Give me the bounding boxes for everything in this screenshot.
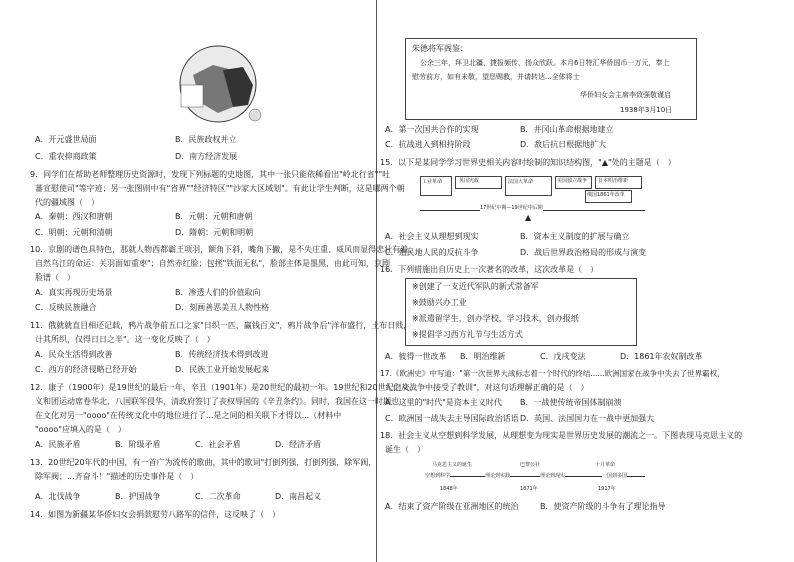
q8-option-d: D．南方经济发展 xyxy=(175,152,238,161)
q16-item-3: ※派遣留学生，创办学校，学习技术，创办报纸 xyxy=(412,314,579,323)
q9-option-b: B．元朝：元朝和唐朝 xyxy=(175,212,253,221)
diagram-box-3: 法国大革命 xyxy=(508,179,534,185)
q14-option-d: D．敌后抗日根据地扩大 xyxy=(520,140,607,149)
letter-signature: 华侨妇女会主席李致强敬谨启 xyxy=(580,91,671,99)
timeline-top-1: 马克思主义的诞生 xyxy=(432,462,473,468)
q10-option-d: D．刻画善恶美丑人物性格 xyxy=(175,303,270,312)
q15-option-c: C．殖民地人民的反抗斗争 xyxy=(385,248,479,257)
q12-option-c: C．社会矛盾 xyxy=(195,440,241,449)
letter-line-2: 慰劳前方，如有未敬，望恳赐教，并请转达...全体将士 xyxy=(412,73,580,81)
q11-option-b: B．传统经济技术得到改进 xyxy=(175,350,269,359)
q13-option-a: A．北伐战争 xyxy=(35,492,81,501)
q12-line-3: 在文化对另一"oooo"在传统文化中的地位进行了...是之间的相关联下才得以...（材料中 xyxy=(35,411,342,420)
q14-option-a: A．第一次国共合作的实现 xyxy=(385,125,479,134)
q16-item-2: ※鼓励兴办工业 xyxy=(412,298,467,307)
q16-option-d: D．1861年农奴制改革 xyxy=(620,352,703,361)
q13-option-c: C．二次革命 xyxy=(195,492,241,501)
q16-item-1: ※创建了一支近代军队的新式常备军 xyxy=(412,282,539,291)
diagram-box-2: 英国宪政 xyxy=(459,178,480,184)
q10-line-1: 10．京剧的谱色具特色，那就人物西都霸王项羽，额角下斜，嘴角下撇，是不失庄重、威风而显得悲壮有着； xyxy=(30,245,417,254)
q17-option-a: A．这里的"时代"是资本主义时代 xyxy=(385,398,502,407)
q12-line-1: 12．康子（1900年）是19世纪的最后一年，辛丑（1901年）是20世纪的最初一年。19世纪和20世纪之交， xyxy=(30,383,418,392)
q10-line-3: 脸谱（ ） xyxy=(35,273,75,282)
timeline-top-3: 十月革命 xyxy=(595,462,616,468)
q10-option-a: A．真实再现历史场景 xyxy=(35,288,113,297)
q12-line-2: 义和团运动席卷华北，八国联军侵华，清政府签订了丧权辱国的《辛丑条约》。同时，我国在这一时期也 xyxy=(35,397,399,406)
q16-item-4: ※提倡学习西方礼节与生活方式 xyxy=(412,330,523,339)
q9-option-c: C．明朝：元朝和清朝 xyxy=(35,228,113,237)
q11-option-a: A．民众生活得到改善 xyxy=(35,350,113,359)
timeline-mid-3: 理论到现实 xyxy=(540,473,566,479)
q16-stem: 16．下列措施出自历史上一次著名的改革，这次改革是（ ） xyxy=(380,265,599,274)
q18-option-a: A．结束了资产阶级在亚洲地区的统治 xyxy=(385,502,519,511)
q12-option-d: D．经济矛盾 xyxy=(275,440,322,449)
q12-option-b: B．阶级矛盾 xyxy=(115,440,161,449)
q11-option-d: D．民族工业开始发展起来 xyxy=(175,365,270,374)
column-divider xyxy=(376,0,377,562)
q13-line-2: 除军阀；...齐奋斗！"描述的历史事件是（ ） xyxy=(35,472,199,481)
q9-line-1: 9．同学们在帮助老师整理历史资源时，发现下列标题的史地图，其中一张只能依稀看出"岭北行省""吐 xyxy=(30,170,391,179)
q18-option-b: B．使资产阶级的斗争有了理论指导 xyxy=(540,502,666,511)
diagram-box-6: 俄国1861年改革 xyxy=(587,192,625,198)
q15-option-d: D．战后世界政治格局的形成与演变 xyxy=(520,248,647,257)
timeline-year-2: 1871年 xyxy=(520,486,538,492)
timeline-top-2: 巴黎公社 xyxy=(520,462,541,468)
q17-line-1: 17.《欧洲史》中写道："第一次世界大战标志着一个时代的终结......欧洲国家在战争中失去了世界霸权， xyxy=(380,369,725,378)
q18-line-1: 18．社会主义从空想到科学发展，从理想变为现实是世界历史发展的潮流之一。下图表现马克思主义的 xyxy=(380,431,743,440)
q9-line-2: 蕃宣慰使司"等字迹；另一张图则中有"省界""经济特区""沙家大区域划"。有此让学生判断，这是哪两个朝 xyxy=(35,184,405,193)
timeline-year-3: 1917年 xyxy=(598,486,616,492)
q8-option-c: C．重农抑商政策 xyxy=(35,152,97,161)
q8-option-a: A．开元盛世局面 xyxy=(35,135,97,144)
q15-option-a: A．社会主义从理想到现实 xyxy=(385,232,479,241)
q15-stem: 15．以下是某同学学习世界史相关内容时绘制的知识结构图，"▲"处的主题是（ ） xyxy=(380,158,676,167)
letter-salutation: 朱德将军阁鉴： xyxy=(412,44,468,53)
q11-line-1: 11．俄就就直目相还记载，鸦片战争前五口之家"日织一匹，赢钱百文"，鸦片战争后"洋布盛行，土布日贱， xyxy=(30,321,412,330)
q17-option-c: C．欧洲国一战失去主导国际政治话语 xyxy=(385,414,519,423)
q10-option-b: B．渗透人们的价值取向 xyxy=(175,288,261,297)
q17-option-b: B．一战使传统帝国体制崩溃 xyxy=(520,398,622,407)
q9-option-a: A．秦朝：西汉和唐朝 xyxy=(35,212,113,221)
q9-option-d: D．隋朝：元朝和明朝 xyxy=(175,228,254,237)
q17-option-d: D．英国、法国国力在一战中更加强大 xyxy=(520,414,655,423)
q15-option-b: B．资本主义制度的扩展与确立 xyxy=(520,232,630,241)
q14-option-c: C．抗战进入到相持阶段 xyxy=(385,140,471,149)
q18-line-2: 诞生（ ） xyxy=(385,445,425,454)
diagram-triangle-marker: ▲ xyxy=(525,213,532,222)
q17-line-2: 人们从战争中接受了教训"，对这句话理解正确的是（ ） xyxy=(385,383,589,392)
q11-option-c: C．西方的经济侵略已经开始 xyxy=(35,365,137,374)
letter-date: 1938年3月10日 xyxy=(620,106,673,114)
q16-option-c: C．戊戌变法 xyxy=(540,352,586,361)
diagram-box-5: 日本明治维新 xyxy=(598,178,629,184)
historical-map-image xyxy=(163,45,273,123)
q14-option-b: B．井冈山革命根据地建立 xyxy=(520,125,614,134)
q11-line-2: 计其所织，仅得日日之半"。这一变化反映了（ ） xyxy=(35,335,215,344)
q13-line-1: 13．20世纪20年代的中国，有一首广为流传的歌曲，其中的歌词"打倒列强，打倒列强，除军阀， xyxy=(30,458,377,467)
q14-stem: 14．如图为新疆某华侨妇女会捐款慰劳八路军的信件，这反映了（ ） xyxy=(30,510,281,519)
q12-option-a: A．民族矛盾 xyxy=(35,440,81,449)
q10-line-2: 自然乌江的命运：关羽面如重枣"；自然赤红脸；包拯"铁面无私"，脸部主体是墨黑，由此可知，京剧 xyxy=(35,259,391,268)
timeline-year-1: 1848年 xyxy=(440,486,458,492)
timeline-mid-1: 空想到科学 xyxy=(425,473,451,479)
q16-option-b: B．明治维新 xyxy=(460,352,506,361)
diagram-box-4: 美国独立战争 xyxy=(557,178,588,184)
right-column xyxy=(380,0,770,562)
q10-option-c: C．反映民族融合 xyxy=(35,303,97,312)
q9-line-3: 代的疆域图（ ） xyxy=(35,198,99,207)
q13-option-d: D．南昌起义 xyxy=(275,492,322,501)
timeline-mid-2: 理论到实践 xyxy=(485,473,511,479)
timeline-mid-4: 一国到多国 xyxy=(602,473,628,479)
q8-option-b: B．民族政权并立 xyxy=(175,135,237,144)
diagram-box-1: 工业革命 xyxy=(422,179,443,185)
diagram-axis-label: 17世纪中期—19世纪中后期 xyxy=(480,205,543,211)
q16-option-a: A．彼得一世改革 xyxy=(385,352,447,361)
letter-line-1: 公余三年，拜卫北疆，捷报频传，扬众欣跃。本月6日特汇华侨国币一万元，奉上 xyxy=(420,59,670,67)
q12-line-4: "oooo"应填入的是（ ） xyxy=(35,425,126,434)
q13-option-b: B．护国战争 xyxy=(115,492,161,501)
